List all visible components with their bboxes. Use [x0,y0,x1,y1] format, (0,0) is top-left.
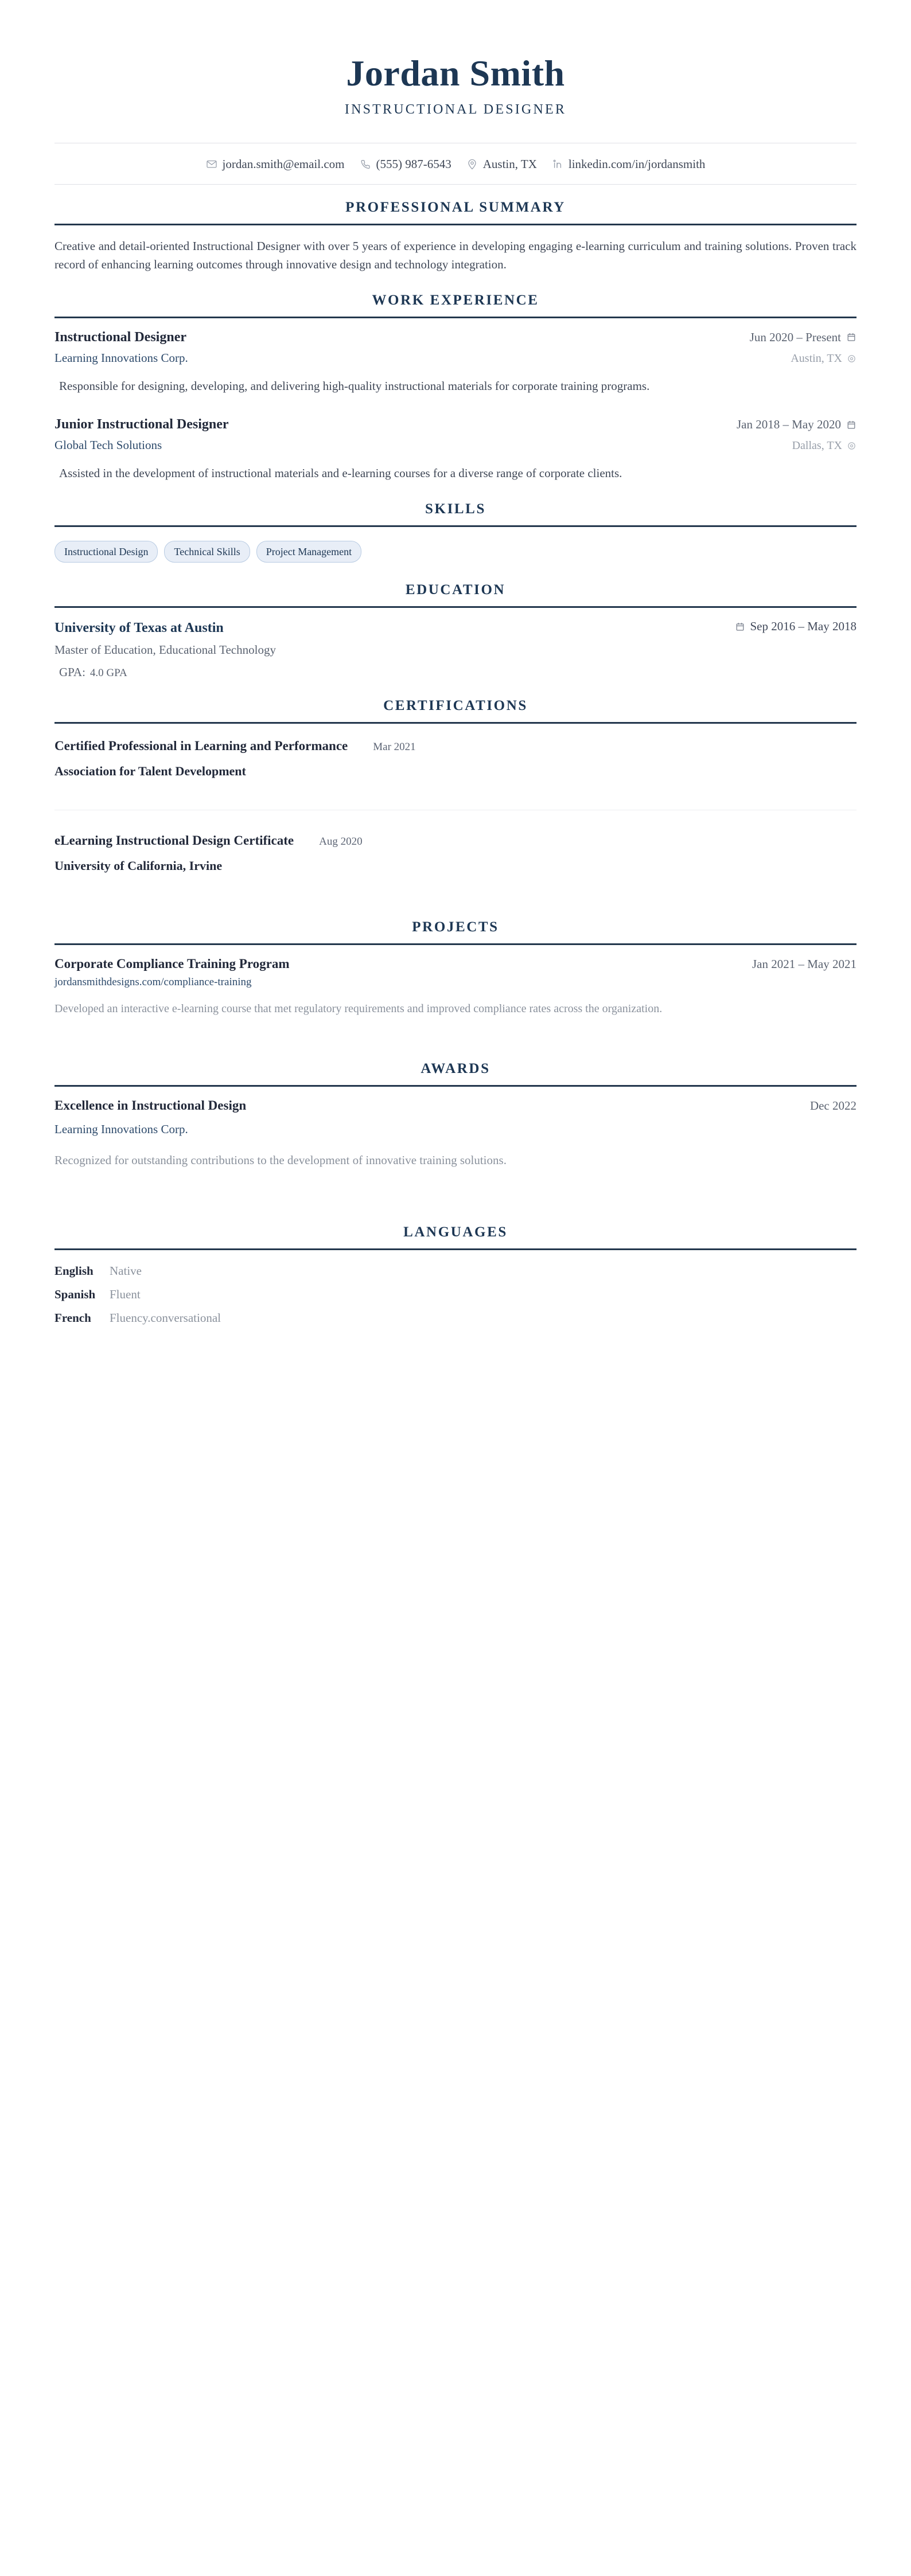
experience-location [791,352,857,365]
project-link[interactable]: jordansmithdesigns.com/compliance-training [54,975,252,988]
project-header-row [54,957,857,971]
education-entry [54,619,857,683]
section-skills [54,486,857,568]
certification-issuer: University of California, Irvine [54,858,223,873]
project-dates: Jan 2021 – May 2021 [752,957,857,971]
map-pin-icon [847,441,857,451]
experience-company: Global Tech Solutions [54,438,162,452]
resume-header [54,0,857,118]
candidate-role: INSTRUCTIONAL DESIGNER [344,102,567,117]
section-title-experience: WORK EXPERIENCE [372,292,539,308]
section-title-certifications: CERTIFICATIONS [383,697,528,713]
award-entry [54,1098,857,1173]
language-level: Native [110,1264,142,1278]
section-rule-certifications [54,722,857,724]
experience-description: Responsible for designing, developing, and delivering high-quality instructional materials for corporate training programs. [59,378,650,393]
map-pin-icon [847,354,857,364]
experience-location-text: Austin, TX [791,352,842,365]
spacer [54,1021,857,1046]
project-entry [54,957,857,1021]
education-degree: Master of Education, Educational Technology [54,642,276,657]
section-certifications [54,683,857,879]
section-projects [54,904,857,1021]
experience-header-row [54,330,857,345]
calendar-icon [846,420,857,430]
skill-pill: Instructional Design [54,541,158,563]
section-rule-languages [54,1248,857,1250]
experience-dates [750,330,857,345]
section-title-education: EDUCATION [405,582,506,598]
experience-location [792,439,857,452]
summary-text: Creative and detail-oriented Instructional Designer with over 5 years of experience in developing engaging e-learning curriculum and training solutions. Proven track record of enhancing learning outcomes through innovative design and technology integration. [54,239,857,272]
certification-name: eLearning Instructional Design Certificate [54,833,294,848]
section-title-projects: PROJECTS [412,919,499,935]
section-languages [54,1209,857,1325]
experience-header-row [54,417,857,432]
education-gpa [54,665,857,680]
candidate-name: Jordan Smith [346,53,565,93]
contact-linkedin[interactable] [552,157,706,171]
language-name: English [54,1264,94,1278]
section-title-awards: AWARDS [421,1060,490,1076]
project-description: Developed an interactive e-learning course that met regulatory requirements and improved compliance rates across the organization. [54,1002,663,1015]
certification-date: Mar 2021 [373,740,416,753]
section-work-experience [54,278,857,486]
map-pin-icon [466,158,478,170]
section-education [54,567,857,683]
certification-entry [54,830,857,879]
linkedin-icon [552,158,563,170]
award-description: Recognized for outstanding contributions to the development of innovative training solutions. [54,1153,507,1167]
project-name: Corporate Compliance Training Program [54,956,290,971]
section-title-summary: PROFESSIONAL SUMMARY [345,199,566,215]
section-rule-summary [54,224,857,225]
certification-name: Certified Professional in Learning and Performance [54,738,348,753]
education-gpa-value: 4.0 GPA [89,666,127,679]
experience-position: Instructional Designer [54,329,186,345]
language-level: Fluency.conversational [110,1311,221,1325]
section-title-languages: LANGUAGES [403,1224,508,1240]
spacer [54,879,857,904]
experience-dates-text: Jun 2020 – Present [749,330,841,344]
experience-position: Junior Instructional Designer [54,417,229,432]
award-issuer: Learning Innovations Corp. [54,1122,188,1136]
certification-issuer: Association for Talent Development [54,763,246,778]
contact-phone[interactable] [360,157,451,171]
contact-email[interactable] [206,157,345,171]
certification-date: Aug 2020 [319,835,363,848]
experience-entry [54,330,857,399]
award-date: Dec 2022 [809,1098,857,1113]
award-name: Excellence in Instructional Design [54,1098,247,1113]
section-rule-awards [54,1085,857,1087]
experience-dates [737,417,857,432]
envelope-icon [206,158,217,170]
phone-icon [360,158,371,170]
certification-header-row [54,739,857,754]
award-header-row [54,1098,857,1113]
language-name: French [54,1311,91,1325]
education-dates [735,619,857,634]
section-awards [54,1046,857,1173]
language-level: Fluent [110,1287,141,1302]
section-rule-experience [54,317,857,318]
contact-location [466,157,537,171]
certification-entry [54,735,857,784]
section-rule-education [54,606,857,608]
experience-org-row [54,438,857,452]
section-title-skills: SKILLS [425,501,486,517]
skill-pill: Project Management [256,541,361,563]
experience-entry [54,399,857,486]
experience-location-text: Dallas, TX [792,439,842,452]
language-name: Spanish [54,1287,96,1302]
experience-company: Learning Innovations Corp. [54,350,188,365]
education-header-row [54,619,857,636]
skills-list [54,538,857,568]
section-rule-skills [54,525,857,527]
contact-phone-text: (555) 987-6543 [376,157,451,171]
education-school: University of Texas at Austin [54,620,224,635]
calendar-icon [846,332,857,342]
experience-dates-text: Jan 2018 – May 2020 [737,417,841,432]
languages-list [54,1262,857,1325]
section-rule-projects [54,943,857,945]
contact-email-text: jordan.smith@email.com [222,157,345,171]
education-gpa-label: GPA: [59,665,85,679]
education-dates-text: Sep 2016 – May 2018 [750,619,857,634]
calendar-icon [735,622,745,632]
spacer [54,1173,857,1209]
language-row [54,1264,857,1278]
language-row [54,1311,857,1325]
section-professional-summary [54,185,857,278]
language-row [54,1287,857,1302]
contact-location-text: Austin, TX [482,157,537,171]
skill-pill: Technical Skills [164,541,250,563]
contact-linkedin-text: linkedin.com/in/jordansmith [568,157,706,171]
contact-row [54,143,857,184]
experience-org-row [54,351,857,365]
experience-description: Assisted in the development of instructional materials and e-learning courses for a diverse range of corporate clients. [59,466,622,481]
certification-header-row [54,833,857,848]
